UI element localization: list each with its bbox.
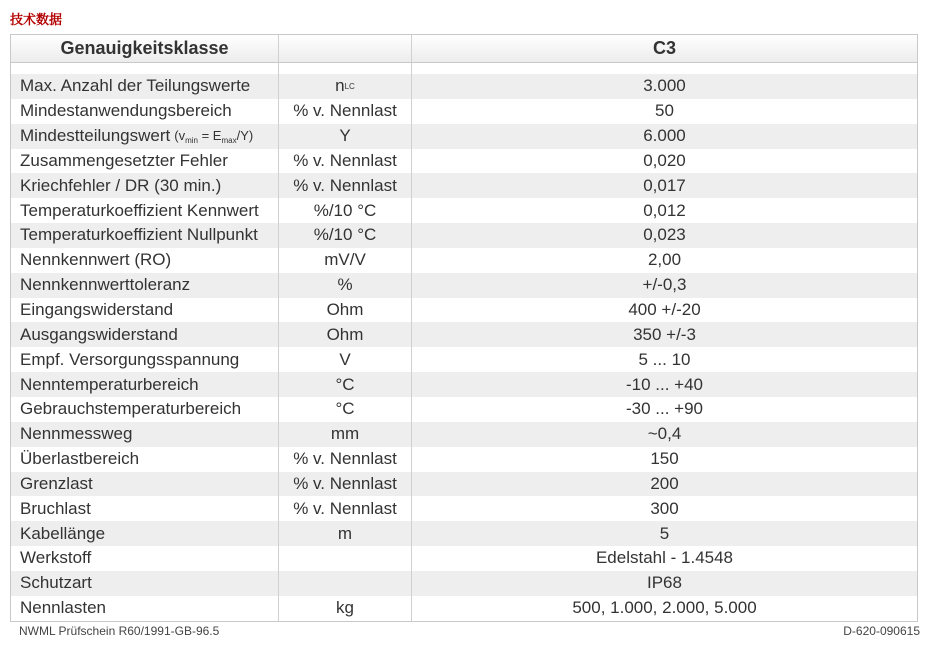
- footer-document-id: D-620-090615: [843, 624, 920, 638]
- row-value: 500, 1.000, 2.000, 5.000: [572, 598, 757, 618]
- table-row: [11, 447, 917, 472]
- row-unit: V: [279, 347, 412, 372]
- row-name: Bruchlast: [11, 496, 279, 521]
- row-value: 3.000: [643, 76, 686, 96]
- row-unit: %/10 °C: [279, 198, 412, 223]
- row-name: Mindestanwendungsbereich: [11, 99, 279, 124]
- row-unit: % v. Nennlast: [279, 99, 412, 124]
- row-unit: % v. Nennlast: [279, 447, 412, 472]
- row-name: Grenzlast: [11, 472, 279, 497]
- table-row: [11, 173, 917, 198]
- table-row: [11, 273, 917, 298]
- header-name: Genauigkeitsklasse: [11, 35, 279, 62]
- row-unit: kg: [279, 596, 412, 621]
- row-value: 0,017: [643, 175, 686, 195]
- table-row: [11, 223, 917, 248]
- row-value: 0,012: [643, 200, 686, 220]
- row-value: 350 +/-3: [633, 324, 696, 344]
- row-name: Mindestteilungswert $(v_{min} = E_{max}/Y)$: [11, 124, 279, 149]
- row-name: Zusammengesetzter Fehler: [11, 149, 279, 174]
- table-row: [11, 397, 917, 422]
- row-name: Überlastbereich: [11, 447, 279, 472]
- table-row: [11, 124, 917, 149]
- row-unit: mm: [279, 422, 412, 447]
- row-value: 5: [659, 523, 670, 543]
- row-name: Kabellänge: [11, 521, 279, 546]
- row-unit: Ohm: [279, 322, 412, 347]
- row-unit: % v. Nennlast: [279, 496, 412, 521]
- row-name: Temperaturkoeffizient Nullpunkt: [11, 223, 279, 248]
- row-value: -10 ... +40: [625, 374, 704, 394]
- row-value: 6.000: [643, 126, 686, 146]
- row-name: Werkstoff: [11, 546, 279, 571]
- row-value: ~0,4: [647, 424, 682, 444]
- row-value: Edelstahl - 1.4548: [595, 548, 734, 568]
- table-row: [11, 596, 917, 621]
- row-name: Schutzart: [11, 571, 279, 596]
- row-name: Ausgangswiderstand: [11, 322, 279, 347]
- row-value: 2,00: [647, 250, 682, 270]
- row-name: Temperaturkoeffizient Kennwert: [11, 198, 279, 223]
- table-row: [11, 99, 917, 124]
- table-row: [11, 546, 917, 571]
- footer-certificate: NWML Prüfschein R60/1991-GB-96.5: [19, 624, 220, 638]
- row-name: Eingangswiderstand: [11, 298, 279, 323]
- row-unit: m: [279, 521, 412, 546]
- table-row: [11, 248, 917, 273]
- row-name: Kriechfehler / DR (30 min.): [11, 173, 279, 198]
- table-header: [11, 35, 917, 63]
- row-name: Nennmessweg: [11, 422, 279, 447]
- row-unit: % v. Nennlast: [279, 173, 412, 198]
- row-value: IP68: [647, 573, 682, 593]
- row-value: -30 ... +90: [625, 399, 704, 419]
- row-unit: °C: [279, 372, 412, 397]
- row-unit: % v. Nennlast: [279, 149, 412, 174]
- row-value: 50: [655, 101, 674, 121]
- row-name: Max. Anzahl der Teilungswerte: [11, 74, 279, 99]
- header-unit: [279, 35, 412, 62]
- row-value: +/-0,3: [642, 275, 687, 295]
- table-row: [11, 571, 917, 596]
- row-unit: [279, 571, 412, 596]
- table-row: [11, 149, 917, 174]
- table-row: [11, 521, 917, 546]
- row-name-note: $(v_{min} = E_{max}/Y)$: [174, 127, 254, 145]
- row-unit: Y: [279, 124, 412, 149]
- row-name: Nennkennwert (RO): [11, 248, 279, 273]
- row-name: Empf. Versorgungsspannung: [11, 347, 279, 372]
- spec-table: [10, 34, 918, 622]
- row-unit: % v. Nennlast: [279, 472, 412, 497]
- header-value: C3: [652, 38, 676, 58]
- row-value: 300: [650, 498, 679, 518]
- row-unit: n LC: [279, 74, 412, 99]
- table-row: [11, 322, 917, 347]
- row-value: 0,023: [643, 225, 686, 245]
- row-value: 200: [650, 473, 679, 493]
- row-value: 400 +/-20: [628, 300, 701, 320]
- table-row: [11, 198, 917, 223]
- header-spacer: [11, 63, 917, 74]
- row-unit: mV/V: [279, 248, 412, 273]
- table-row: [11, 74, 917, 99]
- table-row: [11, 347, 917, 372]
- row-value: 0,020: [643, 150, 686, 170]
- row-unit: Ohm: [279, 298, 412, 323]
- row-unit: %: [279, 273, 412, 298]
- row-name: Nennkennwerttoleranz: [11, 273, 279, 298]
- row-name: Nennlasten: [11, 596, 279, 621]
- table-row: [11, 472, 917, 497]
- table-row: [11, 298, 917, 323]
- row-unit: %/10 °C: [279, 223, 412, 248]
- row-value: 150: [650, 449, 679, 469]
- table-row: [11, 372, 917, 397]
- table-row: [11, 422, 917, 447]
- row-unit: °C: [279, 397, 412, 422]
- row-unit: [279, 546, 412, 571]
- row-value: 5 ... 10: [638, 349, 691, 369]
- table-row: [11, 496, 917, 521]
- row-name: Nenntemperaturbereich: [11, 372, 279, 397]
- page-heading: 技术数据: [10, 13, 63, 28]
- row-name: Gebrauchstemperaturbereich: [11, 397, 279, 422]
